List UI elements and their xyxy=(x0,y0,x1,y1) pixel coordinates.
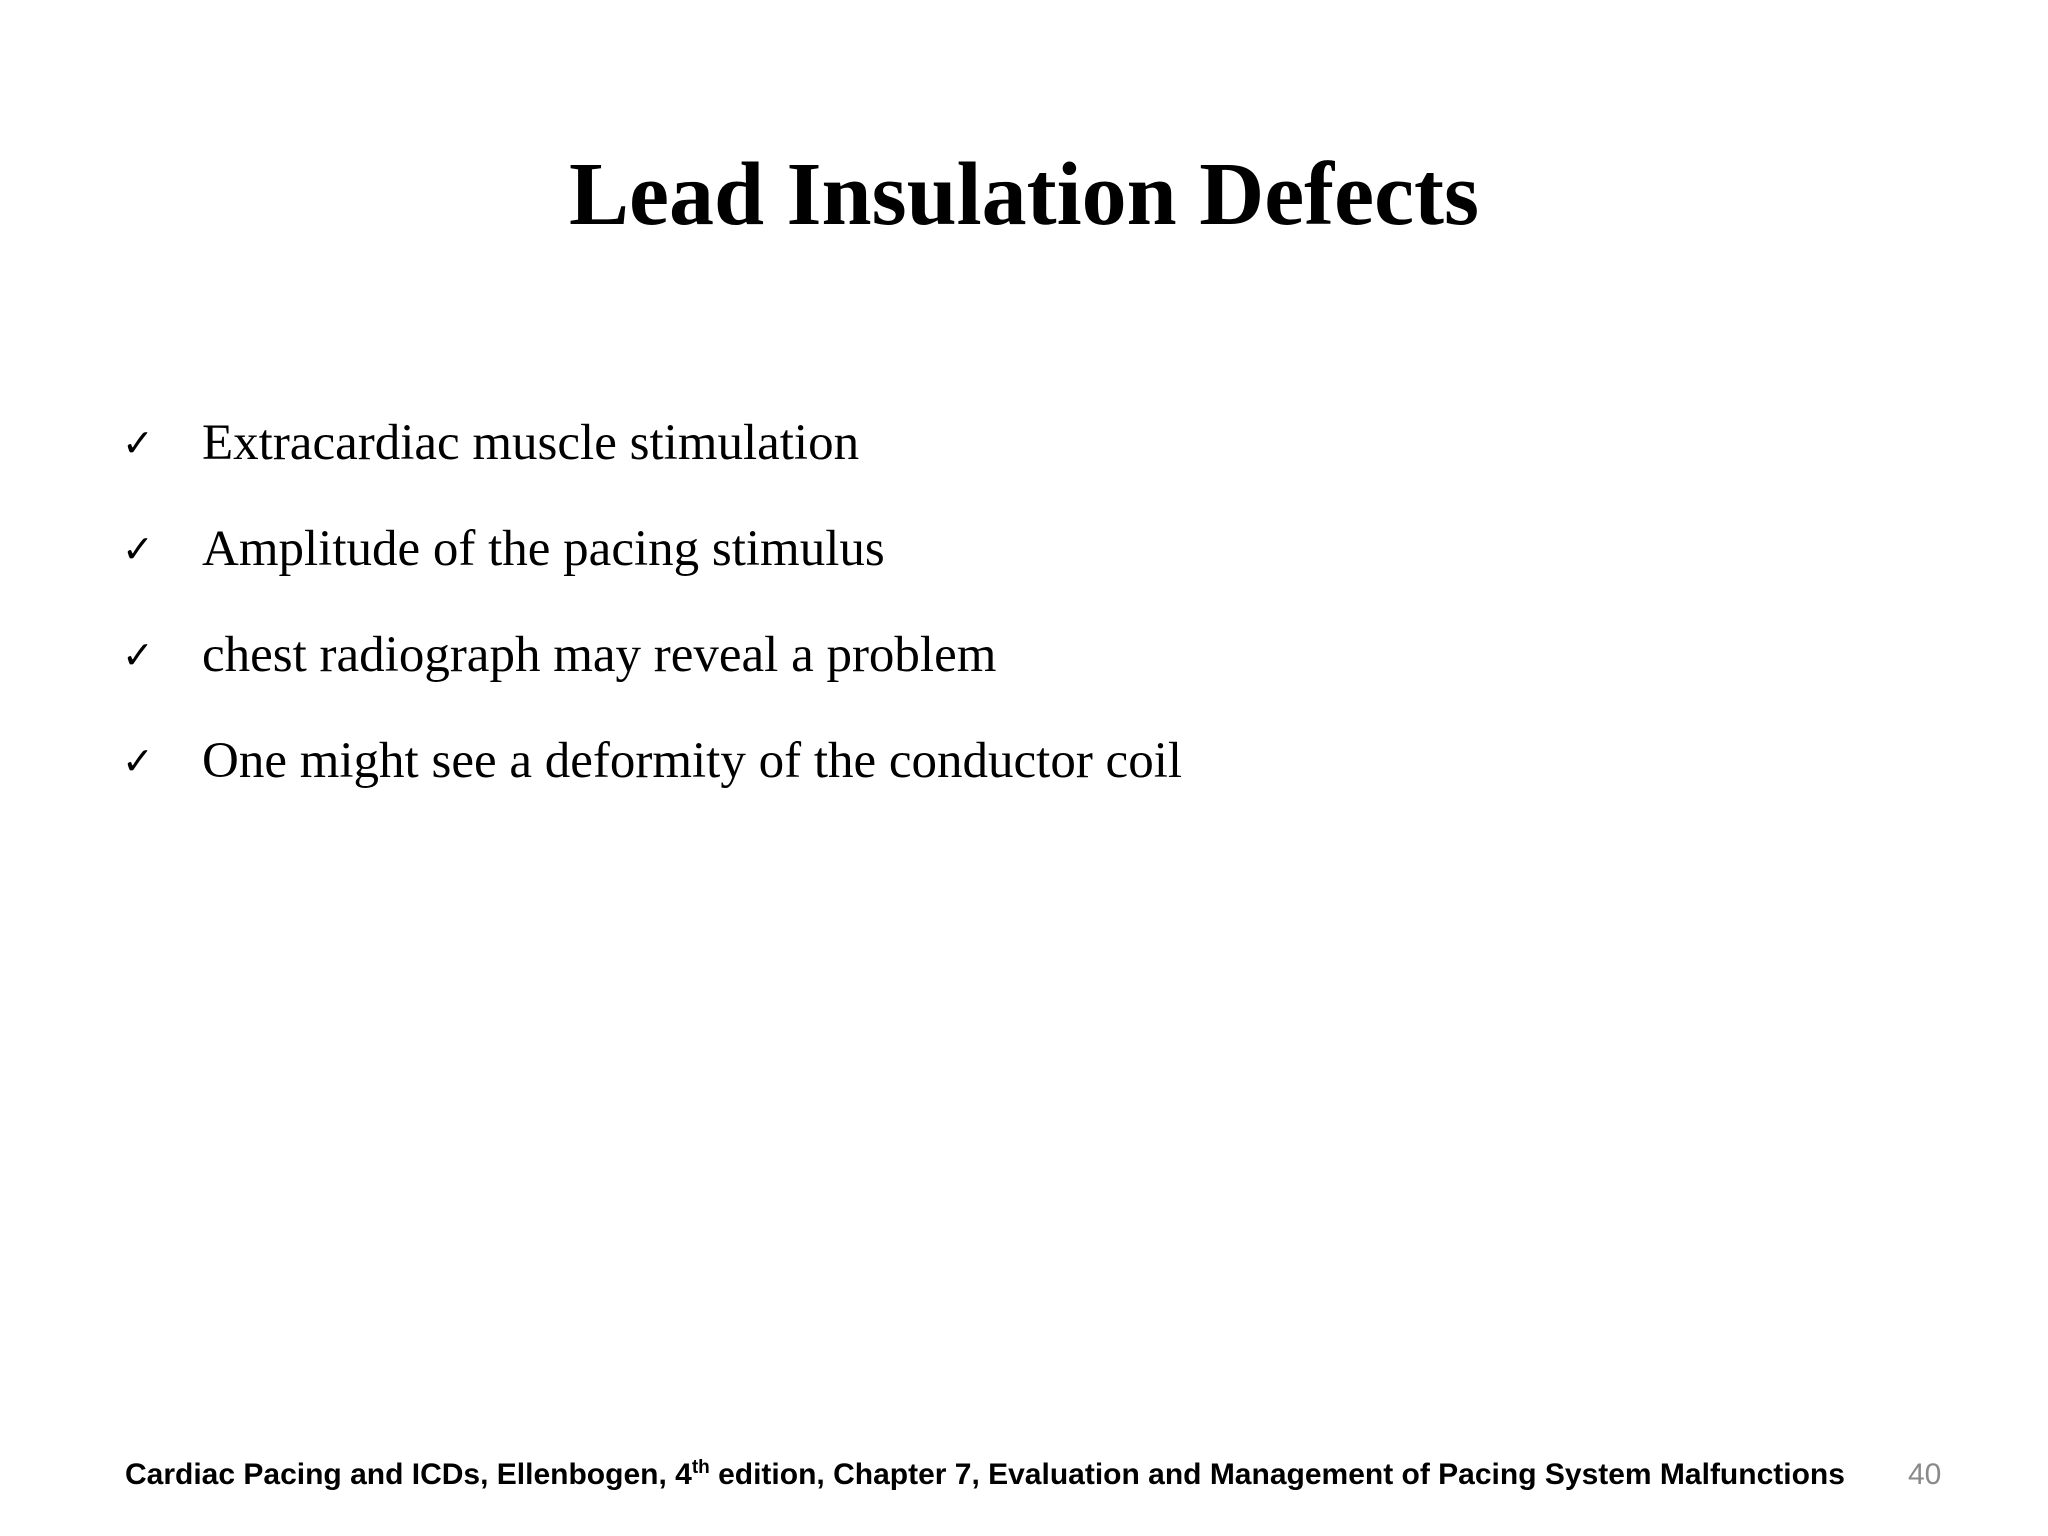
bullet-list xyxy=(122,390,1182,814)
list-item xyxy=(122,708,1182,814)
list-item xyxy=(122,496,1182,602)
check-icon: ✓ xyxy=(122,633,154,677)
check-icon: ✓ xyxy=(122,421,154,465)
footer-text-start: Cardiac Pacing and ICDs, Ellenbogen, 4 xyxy=(125,1458,692,1491)
list-item xyxy=(122,390,1182,496)
footer-superscript: th xyxy=(691,1457,710,1478)
check-icon: ✓ xyxy=(122,739,154,783)
footer-text-end: edition, Chapter 7, Evaluation and Management of Pacing System Malfunctions xyxy=(709,1458,1845,1491)
check-icon: ✓ xyxy=(122,527,154,571)
bullet-text: Amplitude of the pacing stimulus xyxy=(202,521,885,577)
bullet-text: Extracardiac muscle stimulation xyxy=(202,415,860,471)
list-item xyxy=(122,602,1182,708)
page-number: 40 xyxy=(1908,1458,1942,1491)
footer-citation xyxy=(125,1458,1845,1492)
bullet-text: chest radiograph may reveal a problem xyxy=(202,627,997,683)
slide-title: Lead Insulation Defects xyxy=(568,145,1480,244)
bullet-text: One might see a deformity of the conductor coil xyxy=(202,733,1183,789)
